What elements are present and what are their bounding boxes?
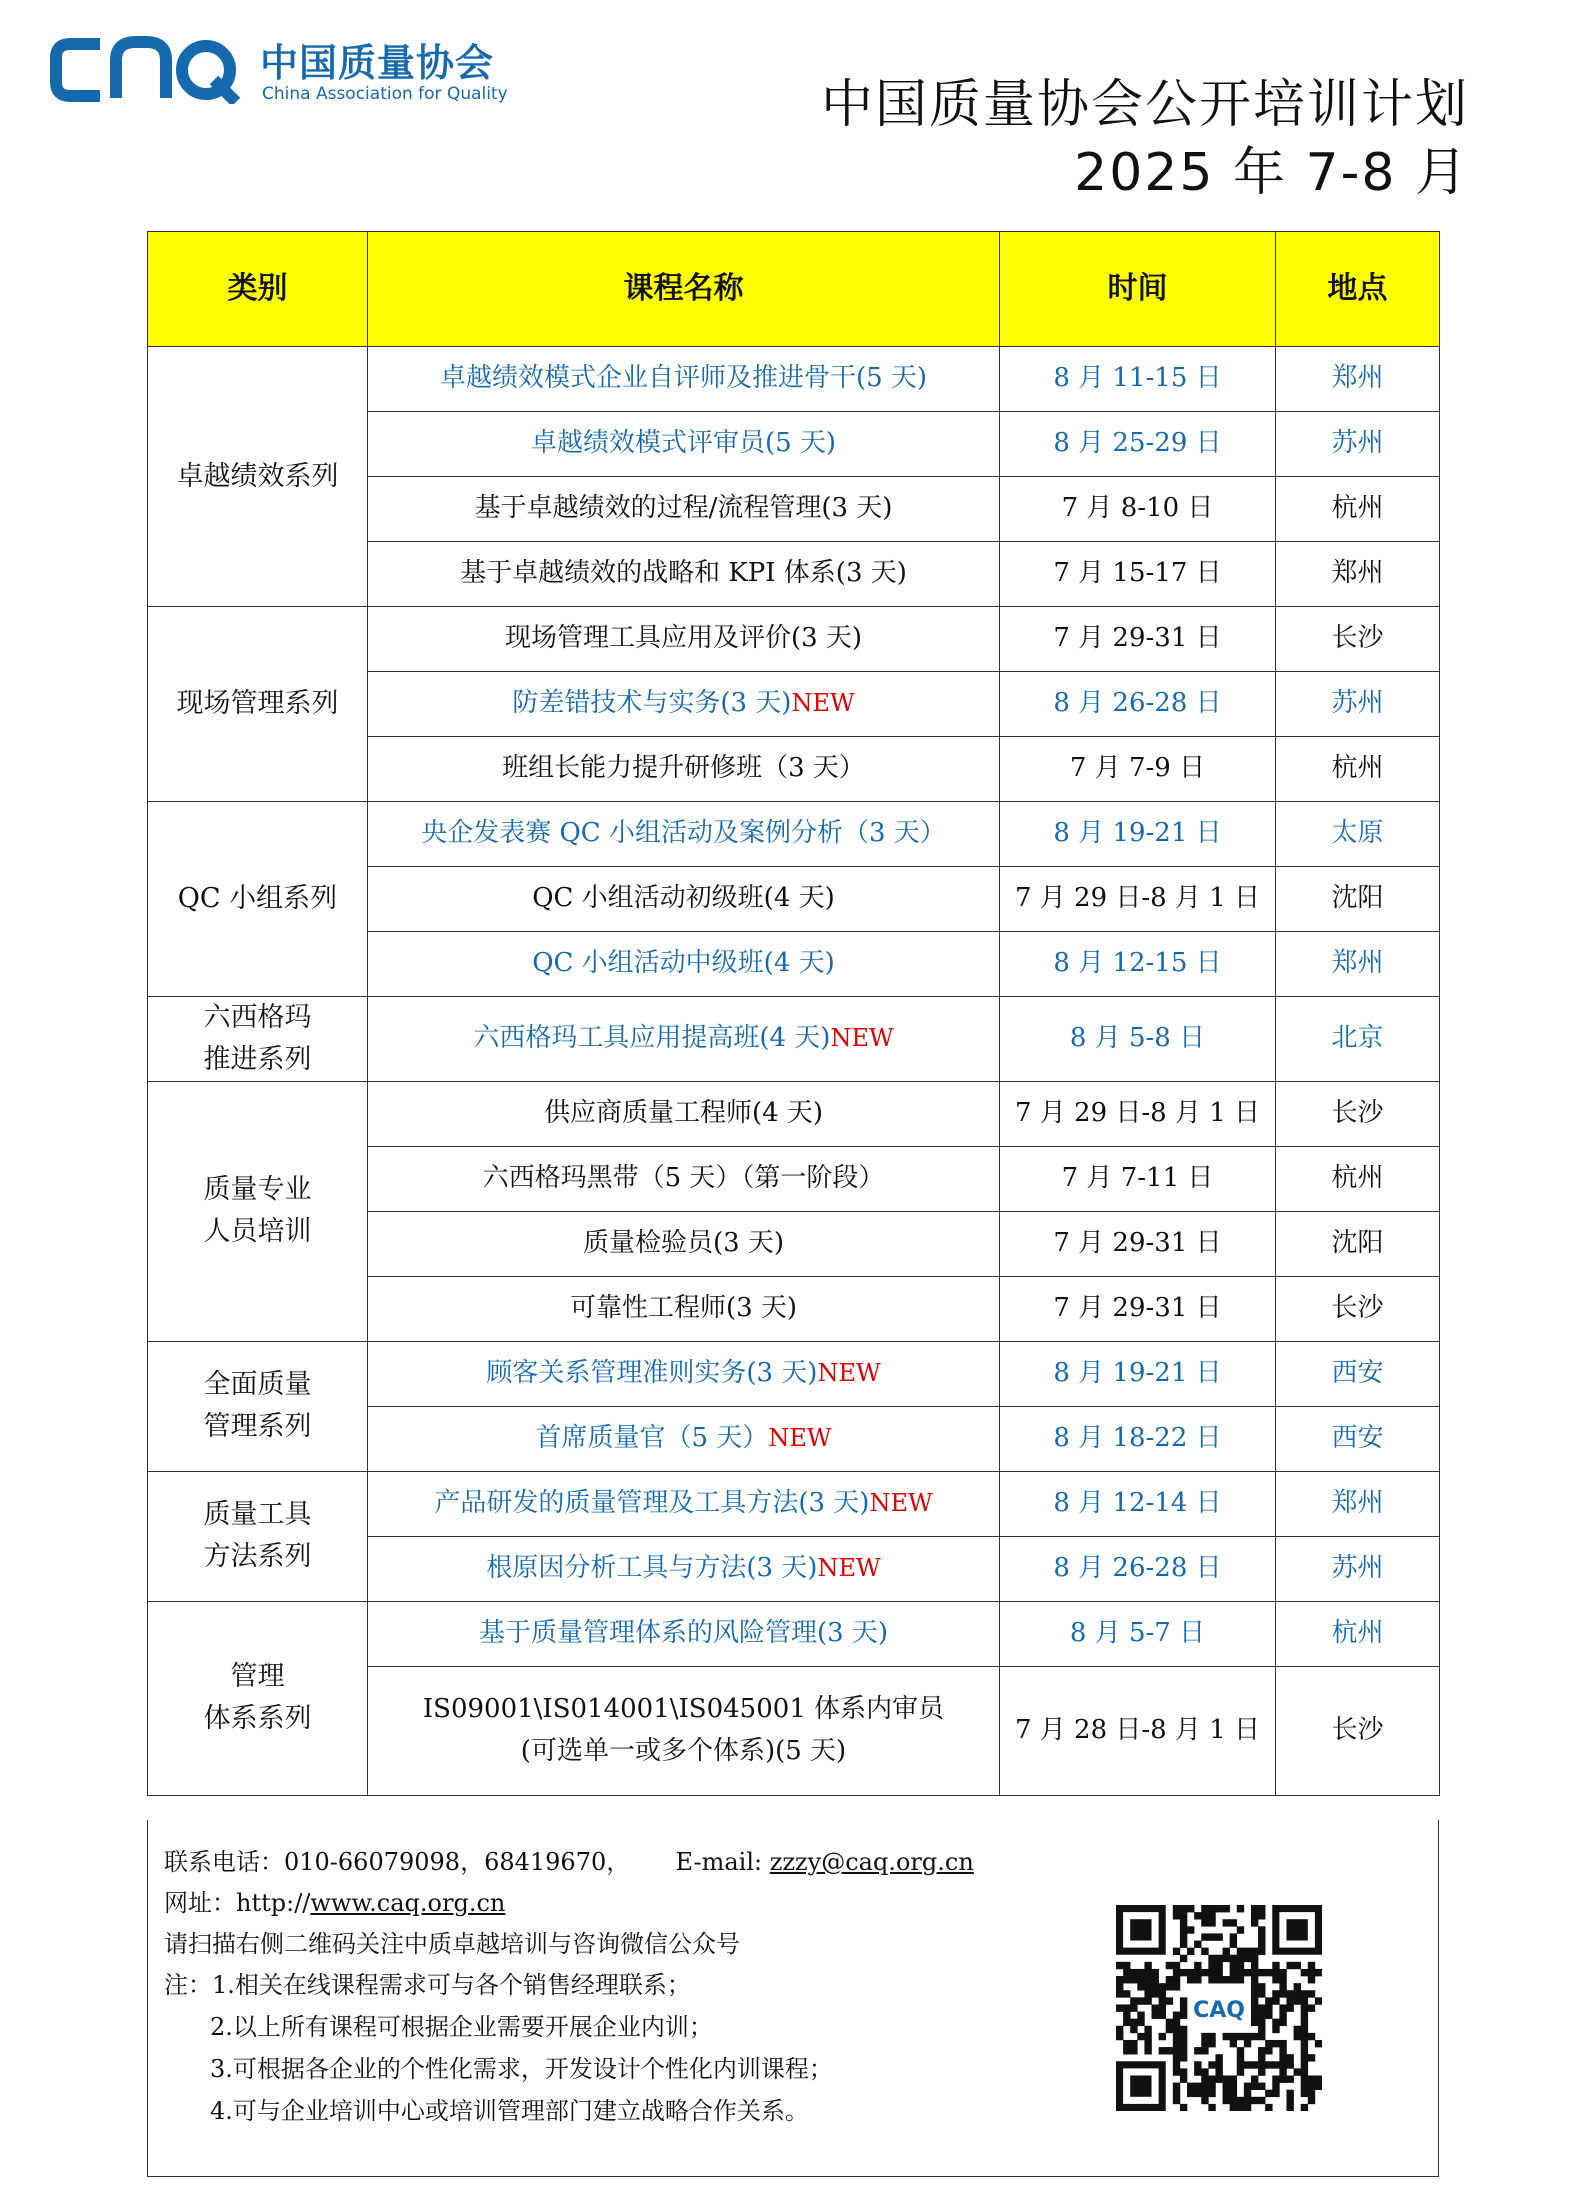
category-cell [148,607,368,802]
header-course-name: 课程名称 [368,232,1000,347]
course-name: 产品研发的质量管理及工具方法(3 天) [434,1487,870,1518]
caq-logo [50,28,508,108]
new-badge: NEW [817,1553,881,1582]
course-time: 7 月 29-31 日 [1000,607,1276,672]
course-name: QC 小组活动初级班(4 天) [532,883,835,914]
course-location: 杭州 [1276,1601,1440,1666]
course-name-cell [368,1406,1000,1471]
course-name: IS09001\IS014001\IS045001 体系内审员 [422,1694,945,1725]
contact-phone: 联系电话：010-66079098，68419670， [164,1848,631,1876]
logo-english-name: China Association for Quality [262,84,508,104]
category-cell [148,1341,368,1471]
note-1: 注：1.相关在线课程需求可与各个销售经理联系； [164,1971,691,1999]
course-name: 基于卓越绩效的过程/流程管理(3 天) [474,493,893,524]
category-label: 六西格玛 [203,1002,312,1033]
course-time: 7 月 29-31 日 [1000,1211,1276,1276]
course-time: 8 月 5-7 日 [1000,1601,1276,1666]
table-row [148,607,1440,672]
table-row [148,1601,1440,1666]
course-location: 长沙 [1276,1666,1440,1795]
course-location: 杭州 [1276,1146,1440,1211]
new-badge: NEW [869,1488,933,1517]
course-time: 8 月 19-21 日 [1000,802,1276,867]
page-title: 中国质量协会公开培训计划 [820,75,1469,135]
course-name: 供应商质量工程师(4 天) [543,1097,824,1128]
course-location: 郑州 [1276,1471,1440,1536]
course-location: 西安 [1276,1406,1440,1471]
course-name: 央企发表赛 QC 小组活动及案例分析（3 天） [421,818,946,849]
course-location: 北京 [1276,997,1440,1082]
category-cell [148,997,368,1082]
logo-chinese-name: 中国质量协会 [260,41,495,85]
course-name: 顾客关系管理准则实务(3 天) [486,1357,818,1388]
course-name-cell [368,867,1000,932]
course-location: 杭州 [1276,477,1440,542]
course-name-cell [368,412,1000,477]
category-label: 管理系列 [203,1411,312,1443]
course-location: 苏州 [1276,672,1440,737]
course-location: 郑州 [1276,347,1440,412]
category-cell [148,1601,368,1795]
course-time: 7 月 7-11 日 [1000,1146,1276,1211]
category-label: QC 小组系列 [177,883,338,915]
course-time: 8 月 18-22 日 [1000,1406,1276,1471]
course-name-line2: (可选单一或多个体系)(5 天) [520,1735,847,1766]
new-badge: NEW [791,689,855,718]
course-name-cell [368,1536,1000,1601]
course-time: 7 月 29 日-8 月 1 日 [1000,1081,1276,1146]
category-cell [148,347,368,607]
course-name-cell [368,737,1000,802]
category-cell [148,1081,368,1341]
table-row [148,1341,1440,1406]
qr-center-logo: CAQ [1193,1998,1245,2023]
course-location: 长沙 [1276,607,1440,672]
course-name: 班组长能力提升研修班（3 天） [502,753,865,784]
contact-line [164,1842,974,1877]
course-time: 8 月 19-21 日 [1000,1341,1276,1406]
course-name-cell [368,477,1000,542]
email-link[interactable]: zzzy@caq.org.cn [769,1848,974,1876]
table-row [148,1471,1440,1536]
course-time: 8 月 12-14 日 [1000,1471,1276,1536]
category-label: 方法系列 [203,1541,312,1573]
course-name: 基于卓越绩效的战略和 KPI 体系(3 天) [460,558,907,589]
category-cell [148,1471,368,1601]
course-name-cell [368,932,1000,997]
category-label: 卓越绩效系列 [176,460,339,492]
new-badge: NEW [830,1024,894,1053]
course-location: 苏州 [1276,1536,1440,1601]
header-time: 时间 [1000,232,1276,347]
course-time: 8 月 26-28 日 [1000,1536,1276,1601]
course-time: 7 月 8-10 日 [1000,477,1276,542]
category-label: 人员培训 [203,1216,312,1248]
training-schedule-table [147,231,1440,1796]
course-location: 长沙 [1276,1276,1440,1341]
caq-logo-mark [50,32,240,104]
course-name: 现场管理工具应用及评价(3 天) [504,623,863,654]
header-category: 类别 [148,232,368,347]
qr-instruction: 请扫描右侧二维码关注中质卓越培训与咨询微信公众号 [164,1930,740,1958]
table-row [148,802,1440,867]
category-label: 体系系列 [203,1703,312,1735]
course-name: 根原因分析工具与方法(3 天) [486,1552,818,1583]
course-name-cell [368,1471,1000,1536]
course-time: 7 月 7-9 日 [1000,737,1276,802]
course-location: 沈阳 [1276,1211,1440,1276]
note-3: 3.可根据各企业的个性化需求，开发设计个性化内训课程； [210,2055,833,2083]
course-name: 可靠性工程师(3 天) [569,1292,798,1323]
course-name-cell [368,672,1000,737]
course-location: 太原 [1276,802,1440,867]
wechat-qr-code[interactable] [1116,1905,1322,2111]
course-name-cell [368,347,1000,412]
course-name: QC 小组活动中级班(4 天) [532,948,835,979]
course-name-cell [368,607,1000,672]
course-time: 8 月 12-15 日 [1000,932,1276,997]
course-location: 郑州 [1276,542,1440,607]
course-location: 西安 [1276,1341,1440,1406]
course-name-cell [368,1081,1000,1146]
course-location: 郑州 [1276,932,1440,997]
course-location: 苏州 [1276,412,1440,477]
course-time: 8 月 5-8 日 [1000,997,1276,1082]
note-4: 4.可与企业培训中心或培训管理部门建立战略合作关系。 [210,2097,809,2125]
course-name-cell [368,997,1000,1082]
category-label: 质量工具 [203,1499,312,1531]
course-time: 7 月 29 日-8 月 1 日 [1000,867,1276,932]
course-name-cell [368,1276,1000,1341]
course-name-cell [368,1341,1000,1406]
course-time: 7 月 29-31 日 [1000,1276,1276,1341]
course-name-cell [368,1211,1000,1276]
table-body [148,347,1440,1796]
website-label: 网址：http:// [164,1889,311,1917]
course-name: 防差错技术与实务(3 天) [512,688,792,719]
header-location: 地点 [1276,232,1440,347]
course-name-cell [368,802,1000,867]
category-label: 全面质量 [203,1369,312,1401]
course-location: 长沙 [1276,1081,1440,1146]
page-subtitle: 2025 年 7-8 月 [1074,143,1469,203]
course-name: 基于质量管理体系的风险管理(3 天) [478,1617,889,1648]
website-line [164,1883,505,1918]
table-header-row [148,232,1440,347]
course-name: 首席质量官（5 天） [535,1422,769,1453]
course-name: 六西格玛黑带（5 天）（第一阶段） [482,1162,885,1193]
course-name-cell [368,1146,1000,1211]
contact-footer [147,1820,1439,2177]
course-location: 杭州 [1276,737,1440,802]
course-time: 8 月 26-28 日 [1000,672,1276,737]
course-location: 沈阳 [1276,867,1440,932]
email-label: E-mail: [675,1848,763,1876]
category-cell [148,802,368,997]
course-time: 8 月 11-15 日 [1000,347,1276,412]
course-name-cell [368,1601,1000,1666]
new-badge: NEW [817,1358,881,1387]
course-time: 7 月 15-17 日 [1000,542,1276,607]
table-row [148,347,1440,412]
table-row [148,1081,1440,1146]
course-name-cell [368,542,1000,607]
category-label: 推进系列 [203,1043,312,1075]
course-time: 8 月 25-29 日 [1000,412,1276,477]
website-link[interactable]: www.caq.org.cn [310,1889,506,1917]
course-time: 7 月 28 日-8 月 1 日 [1000,1666,1276,1795]
course-name: 六西格玛工具应用提高班(4 天) [473,1023,831,1054]
course-name: 卓越绩效模式评审员(5 天) [530,428,837,459]
new-badge: NEW [768,1423,832,1452]
note-2: 2.以上所有课程可根据企业需要开展企业内训； [210,2013,713,2041]
course-name: 卓越绩效模式企业自评师及推进骨干(5 天) [439,363,928,394]
table-row [148,997,1440,1082]
course-name-cell [368,1666,1000,1795]
category-label: 质量专业 [203,1174,312,1206]
category-label: 管理 [230,1661,285,1693]
course-name: 质量检验员(3 天) [582,1227,785,1258]
category-label: 现场管理系列 [176,688,339,720]
